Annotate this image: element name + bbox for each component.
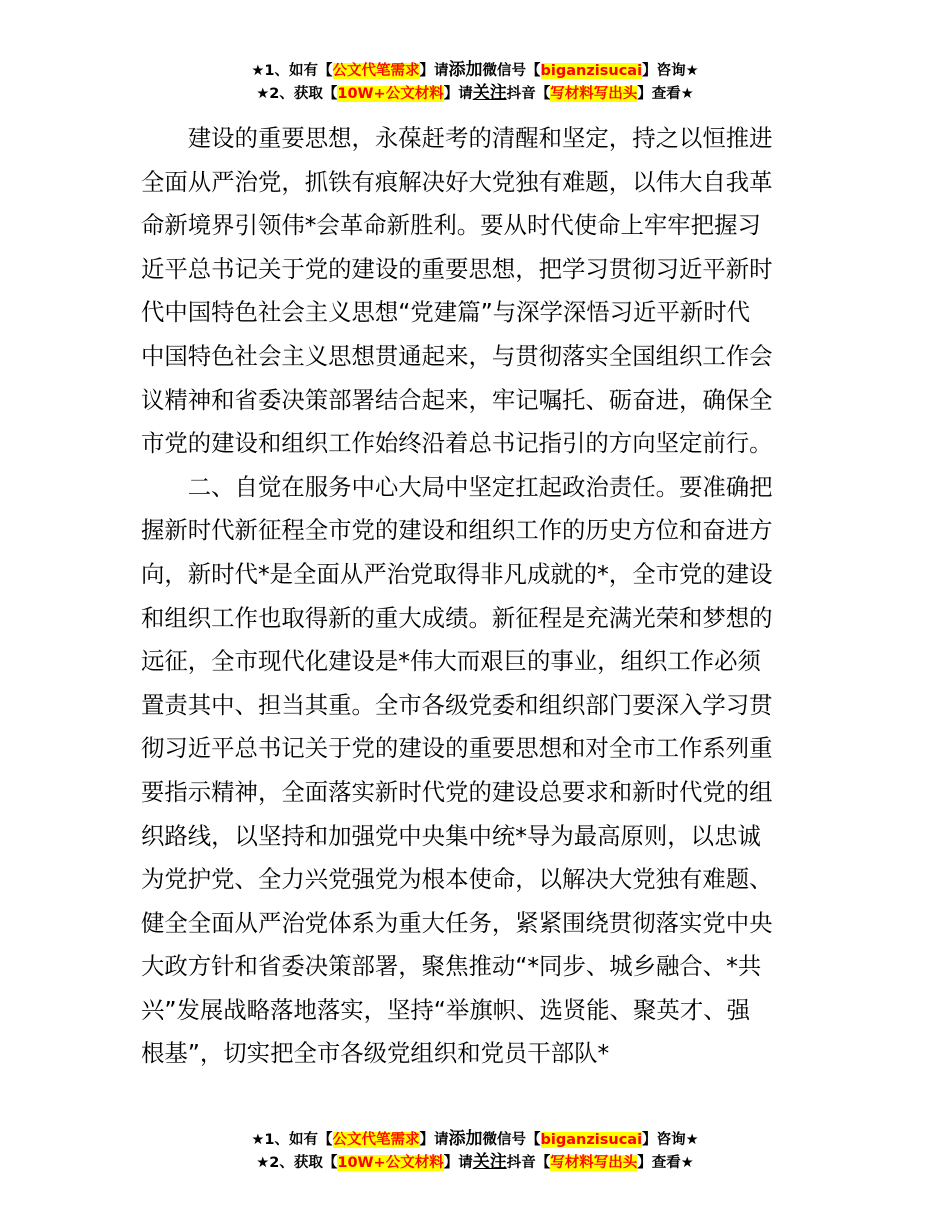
banner-highlight: 公文代笔需求 <box>332 1132 420 1148</box>
banner-text: 】咨询★ <box>642 1132 699 1148</box>
header-banner <box>0 59 950 105</box>
banner-text: 】查看★ <box>637 1155 694 1171</box>
banner-highlight: 10W+公文材料 <box>337 86 444 102</box>
footer-banner <box>0 1128 950 1174</box>
text-line: 全面从严治党，抓铁有痕解决好大党独有难题，以伟大自我革 <box>141 167 773 196</box>
text-line: 根基”，切实把全市各级党组织和党员干部队* <box>141 1039 610 1068</box>
text-line: 彻习近平总书记关于党的建设的重要思想和对全市工作系列重 <box>141 734 773 763</box>
text-line: 命新境界引领伟*会革命新胜利。要从时代使命上牢牢把握习 <box>141 211 761 240</box>
banner-text: 】请 <box>443 86 473 102</box>
banner-text: 】请 <box>419 63 449 79</box>
banner-text: 】查看★ <box>637 86 694 102</box>
banner-text: 】请 <box>419 1132 449 1148</box>
text-line: 议精神和省委决策部署结合起来，牢记嘱托、砺奋进，确保全 <box>141 385 773 414</box>
banner-emphasis: 添加 <box>448 1129 483 1149</box>
text-line: 大政方针和省委决策部署，聚焦推动“*同步、城乡融合、*共 <box>141 952 762 981</box>
banner-text: ★1、如有【 <box>251 1132 333 1148</box>
banner-text: ★2、获取【 <box>256 86 338 102</box>
banner-line-1 <box>0 1128 950 1151</box>
text-line: 握新时代新征程全市党的建设和组织工作的历史方位和奋进方 <box>141 516 773 545</box>
banner-highlight: 10W+公文材料 <box>337 1155 444 1171</box>
document-body <box>141 117 813 1076</box>
banner-text: ★2、获取【 <box>256 1155 338 1171</box>
text-line: 中国特色社会主义思想贯通起来，与贯彻落实全国组织工作会 <box>141 341 773 370</box>
banner-emphasis: 关注 <box>472 83 507 103</box>
banner-text: 微信号【 <box>482 1132 541 1148</box>
text-line: 为党护党、全力兴党强党为根本使命，以解决大党独有难题、 <box>141 865 773 894</box>
text-line: 要指示精神，全面落实新时代党的建设总要求和新时代党的组 <box>141 777 773 806</box>
banner-line-1 <box>0 59 950 82</box>
banner-highlight: biganzisucai <box>540 63 643 79</box>
text-line: 向，新时代*是全面从严治党取得非凡成就的*，全市党的建设 <box>141 559 773 588</box>
banner-text: 抖音【 <box>506 1155 551 1171</box>
banner-line-2 <box>0 1151 950 1174</box>
banner-line-2 <box>0 82 950 105</box>
text-line: 织路线，以坚持和加强党中央集中统*导为最高原则，以忠诚 <box>141 821 761 850</box>
text-line: 二、自觉在服务中心大局中坚定扛起政治责任。要准确把 <box>141 472 773 501</box>
text-line: 远征，全市现代化建设是*伟大而艰巨的事业，组织工作必须 <box>141 647 761 676</box>
banner-text: 微信号【 <box>482 63 541 79</box>
text-line: 兴”发展战略落地落实，坚持“举旗帜、选贤能、聚英才、强 <box>141 995 750 1024</box>
banner-text: 】咨询★ <box>642 63 699 79</box>
banner-highlight: 公文代笔需求 <box>332 63 420 79</box>
banner-text: 抖音【 <box>506 86 551 102</box>
text-line: 市党的建设和组织工作始终沿着总书记指引的方向坚定前行。 <box>141 429 773 458</box>
banner-emphasis: 关注 <box>472 1152 507 1172</box>
banner-text: ★1、如有【 <box>251 63 333 79</box>
text-line: 和组织工作也取得新的重大成绩。新征程是充满光荣和梦想的 <box>141 603 773 632</box>
banner-highlight: biganzisucai <box>540 1132 643 1148</box>
banner-emphasis: 添加 <box>448 60 483 80</box>
paragraph-2 <box>141 466 813 1076</box>
text-line: 建设的重要思想，永葆赶考的清醒和坚定，持之以恒推进 <box>141 124 773 152</box>
banner-text: 】请 <box>443 1155 473 1171</box>
text-line: 代中国特色社会主义思想“党建篇”与深学深悟习近平新时代 <box>141 298 750 327</box>
text-line: 置责其中、担当其重。全市各级党委和组织部门要深入学习贯 <box>141 690 773 719</box>
paragraph-1 <box>141 117 813 466</box>
banner-highlight: 写材料写出头 <box>550 86 638 102</box>
banner-highlight: 写材料写出头 <box>550 1155 638 1171</box>
text-line: 健全全面从严治党体系为重大任务，紧紧围绕贯彻落实党中央 <box>141 908 773 937</box>
text-line: 近平总书记关于党的建设的重要思想，把学习贯彻习近平新时 <box>141 254 773 283</box>
